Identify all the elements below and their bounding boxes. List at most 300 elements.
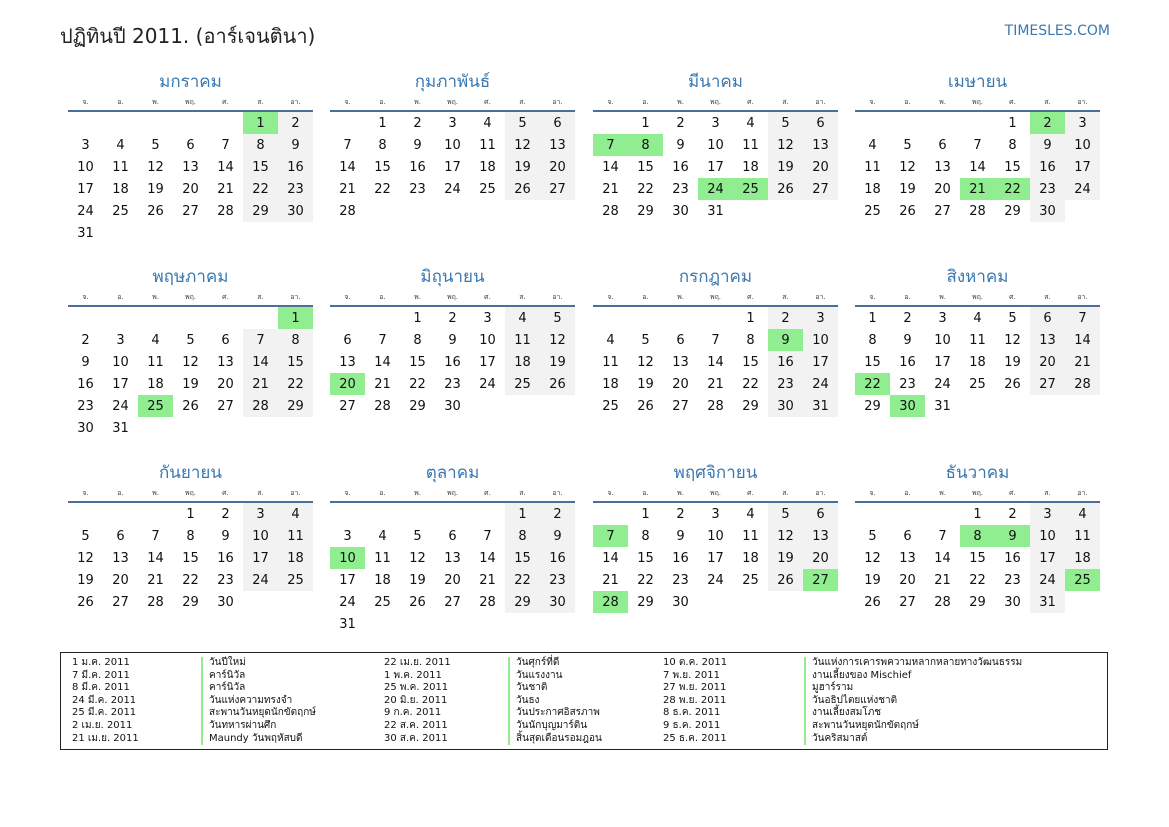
day-cell[interactable]: 29 bbox=[182, 594, 199, 610]
day-cell[interactable]: 1 bbox=[378, 115, 387, 131]
day-cell[interactable]: 16 bbox=[77, 376, 94, 392]
day-cell[interactable]: 13 bbox=[217, 354, 234, 370]
day-cell[interactable]: 6 bbox=[803, 503, 838, 525]
day-cell[interactable]: 22 bbox=[505, 569, 540, 591]
day-cell[interactable]: 18 bbox=[969, 354, 986, 370]
day-cell[interactable]: 5 bbox=[1008, 310, 1017, 326]
day-cell[interactable]: 13 bbox=[803, 134, 838, 156]
day-cell[interactable]: 16 bbox=[444, 354, 461, 370]
day-cell[interactable]: 8 bbox=[243, 134, 278, 156]
day-cell[interactable]: 22 bbox=[969, 572, 986, 588]
day-cell[interactable]: 11 bbox=[278, 525, 313, 547]
day-cell[interactable]: 14 bbox=[243, 351, 278, 373]
day-cell[interactable]: 28 bbox=[339, 203, 356, 219]
day-cell[interactable]: 25 bbox=[505, 373, 540, 395]
day-cell[interactable]: 9 bbox=[221, 528, 230, 544]
day-cell[interactable]: 21 bbox=[479, 572, 496, 588]
day-cell[interactable]: 21 bbox=[602, 572, 619, 588]
day-cell[interactable]: 24 bbox=[803, 373, 838, 395]
holiday-day-cell[interactable]: 8 bbox=[628, 134, 663, 156]
day-cell[interactable]: 24 bbox=[339, 594, 356, 610]
day-cell[interactable]: 21 bbox=[707, 376, 724, 392]
day-cell[interactable]: 24 bbox=[479, 376, 496, 392]
day-cell[interactable]: 20 bbox=[934, 181, 951, 197]
day-cell[interactable]: 18 bbox=[278, 547, 313, 569]
day-cell[interactable]: 4 bbox=[746, 506, 755, 522]
day-cell[interactable]: 31 bbox=[112, 420, 129, 436]
holiday-day-cell[interactable]: 22 bbox=[995, 178, 1030, 200]
day-cell[interactable]: 6 bbox=[116, 528, 125, 544]
day-cell[interactable]: 15 bbox=[1004, 159, 1021, 175]
holiday-day-cell[interactable]: 22 bbox=[855, 373, 890, 395]
day-cell[interactable]: 16 bbox=[540, 547, 575, 569]
day-cell[interactable]: 12 bbox=[768, 525, 803, 547]
day-cell[interactable]: 6 bbox=[1030, 307, 1065, 329]
day-cell[interactable]: 30 bbox=[672, 594, 689, 610]
day-cell[interactable]: 31 bbox=[339, 616, 356, 632]
day-cell[interactable]: 23 bbox=[278, 178, 313, 200]
day-cell[interactable]: 9 bbox=[413, 137, 422, 153]
day-cell[interactable]: 16 bbox=[278, 156, 313, 178]
day-cell[interactable]: 21 bbox=[243, 373, 278, 395]
day-cell[interactable]: 3 bbox=[483, 310, 492, 326]
day-cell[interactable]: 1 bbox=[186, 506, 195, 522]
day-cell[interactable]: 11 bbox=[1065, 525, 1100, 547]
day-cell[interactable]: 3 bbox=[803, 307, 838, 329]
day-cell[interactable]: 30 bbox=[77, 420, 94, 436]
day-cell[interactable]: 2 bbox=[221, 506, 230, 522]
holiday-day-cell[interactable]: 24 bbox=[698, 178, 733, 200]
day-cell[interactable]: 23 bbox=[217, 572, 234, 588]
day-cell[interactable]: 23 bbox=[1004, 572, 1021, 588]
day-cell[interactable]: 29 bbox=[742, 398, 759, 414]
day-cell[interactable]: 12 bbox=[1004, 332, 1021, 348]
day-cell[interactable]: 12 bbox=[182, 354, 199, 370]
day-cell[interactable]: 14 bbox=[602, 550, 619, 566]
day-cell[interactable]: 28 bbox=[969, 203, 986, 219]
day-cell[interactable]: 31 bbox=[707, 203, 724, 219]
day-cell[interactable]: 2 bbox=[676, 115, 685, 131]
day-cell[interactable]: 2 bbox=[81, 332, 90, 348]
day-cell[interactable]: 6 bbox=[803, 112, 838, 134]
day-cell[interactable]: 7 bbox=[1065, 307, 1100, 329]
day-cell[interactable]: 1 bbox=[868, 310, 877, 326]
day-cell[interactable]: 3 bbox=[243, 503, 278, 525]
day-cell[interactable]: 10 bbox=[1065, 134, 1100, 156]
day-cell[interactable]: 19 bbox=[182, 376, 199, 392]
day-cell[interactable]: 29 bbox=[864, 398, 881, 414]
holiday-day-cell[interactable]: 1 bbox=[243, 112, 278, 134]
day-cell[interactable]: 28 bbox=[479, 594, 496, 610]
holiday-day-cell[interactable]: 21 bbox=[960, 178, 995, 200]
day-cell[interactable]: 21 bbox=[934, 572, 951, 588]
day-cell[interactable]: 30 bbox=[217, 594, 234, 610]
day-cell[interactable]: 11 bbox=[479, 137, 496, 153]
day-cell[interactable]: 23 bbox=[77, 398, 94, 414]
day-cell[interactable]: 18 bbox=[112, 181, 129, 197]
day-cell[interactable]: 11 bbox=[969, 332, 986, 348]
day-cell[interactable]: 17 bbox=[1030, 547, 1065, 569]
day-cell[interactable]: 11 bbox=[602, 354, 619, 370]
day-cell[interactable]: 4 bbox=[151, 332, 160, 348]
day-cell[interactable]: 30 bbox=[278, 200, 313, 222]
day-cell[interactable]: 28 bbox=[243, 395, 278, 417]
day-cell[interactable]: 25 bbox=[112, 203, 129, 219]
day-cell[interactable]: 12 bbox=[540, 329, 575, 351]
day-cell[interactable]: 13 bbox=[803, 525, 838, 547]
day-cell[interactable]: 13 bbox=[672, 354, 689, 370]
day-cell[interactable]: 28 bbox=[1065, 373, 1100, 395]
holiday-day-cell[interactable]: 30 bbox=[890, 395, 925, 417]
day-cell[interactable]: 15 bbox=[742, 354, 759, 370]
day-cell[interactable]: 6 bbox=[938, 137, 947, 153]
day-cell[interactable]: 29 bbox=[278, 395, 313, 417]
day-cell[interactable]: 13 bbox=[540, 134, 575, 156]
day-cell[interactable]: 29 bbox=[243, 200, 278, 222]
day-cell[interactable]: 2 bbox=[1008, 506, 1017, 522]
day-cell[interactable]: 18 bbox=[742, 550, 759, 566]
day-cell[interactable]: 26 bbox=[505, 178, 540, 200]
holiday-day-cell[interactable]: 25 bbox=[1065, 569, 1100, 591]
day-cell[interactable]: 14 bbox=[969, 159, 986, 175]
day-cell[interactable]: 20 bbox=[540, 156, 575, 178]
day-cell[interactable]: 27 bbox=[112, 594, 129, 610]
day-cell[interactable]: 17 bbox=[803, 351, 838, 373]
day-cell[interactable]: 19 bbox=[768, 156, 803, 178]
day-cell[interactable]: 31 bbox=[1030, 591, 1065, 613]
day-cell[interactable]: 14 bbox=[707, 354, 724, 370]
day-cell[interactable]: 14 bbox=[1065, 329, 1100, 351]
day-cell[interactable]: 13 bbox=[1030, 329, 1065, 351]
day-cell[interactable]: 1 bbox=[973, 506, 982, 522]
day-cell[interactable]: 18 bbox=[479, 159, 496, 175]
day-cell[interactable]: 12 bbox=[77, 550, 94, 566]
day-cell[interactable]: 27 bbox=[1030, 373, 1065, 395]
day-cell[interactable]: 21 bbox=[147, 572, 164, 588]
day-cell[interactable]: 20 bbox=[803, 547, 838, 569]
day-cell[interactable]: 8 bbox=[868, 332, 877, 348]
day-cell[interactable]: 5 bbox=[151, 137, 160, 153]
day-cell[interactable]: 6 bbox=[903, 528, 912, 544]
day-cell[interactable]: 12 bbox=[899, 159, 916, 175]
day-cell[interactable]: 2 bbox=[676, 506, 685, 522]
holiday-day-cell[interactable]: 7 bbox=[593, 134, 628, 156]
day-cell[interactable]: 8 bbox=[746, 332, 755, 348]
day-cell[interactable]: 3 bbox=[1065, 112, 1100, 134]
day-cell[interactable]: 20 bbox=[803, 156, 838, 178]
day-cell[interactable]: 4 bbox=[1065, 503, 1100, 525]
day-cell[interactable]: 16 bbox=[1030, 156, 1065, 178]
day-cell[interactable]: 14 bbox=[602, 159, 619, 175]
day-cell[interactable]: 19 bbox=[1004, 354, 1021, 370]
day-cell[interactable]: 9 bbox=[1030, 134, 1065, 156]
day-cell[interactable]: 28 bbox=[217, 203, 234, 219]
day-cell[interactable]: 21 bbox=[217, 181, 234, 197]
holiday-day-cell[interactable]: 25 bbox=[733, 178, 768, 200]
day-cell[interactable]: 15 bbox=[374, 159, 391, 175]
day-cell[interactable]: 8 bbox=[1008, 137, 1017, 153]
day-cell[interactable]: 15 bbox=[637, 159, 654, 175]
day-cell[interactable]: 15 bbox=[864, 354, 881, 370]
holiday-day-cell[interactable]: 25 bbox=[138, 395, 173, 417]
day-cell[interactable]: 27 bbox=[444, 594, 461, 610]
day-cell[interactable]: 3 bbox=[711, 115, 720, 131]
day-cell[interactable]: 1 bbox=[1008, 115, 1017, 131]
day-cell[interactable]: 9 bbox=[676, 137, 685, 153]
day-cell[interactable]: 27 bbox=[540, 178, 575, 200]
day-cell[interactable]: 5 bbox=[868, 528, 877, 544]
holiday-day-cell[interactable]: 9 bbox=[768, 329, 803, 351]
day-cell[interactable]: 4 bbox=[746, 115, 755, 131]
day-cell[interactable]: 1 bbox=[413, 310, 422, 326]
day-cell[interactable]: 28 bbox=[147, 594, 164, 610]
day-cell[interactable]: 13 bbox=[934, 159, 951, 175]
day-cell[interactable]: 4 bbox=[116, 137, 125, 153]
day-cell[interactable]: 5 bbox=[81, 528, 90, 544]
day-cell[interactable]: 23 bbox=[444, 376, 461, 392]
day-cell[interactable]: 30 bbox=[1004, 594, 1021, 610]
day-cell[interactable]: 23 bbox=[768, 373, 803, 395]
day-cell[interactable]: 16 bbox=[672, 550, 689, 566]
day-cell[interactable]: 29 bbox=[1004, 203, 1021, 219]
day-cell[interactable]: 28 bbox=[707, 398, 724, 414]
day-cell[interactable]: 30 bbox=[1030, 200, 1065, 222]
day-cell[interactable]: 1 bbox=[505, 503, 540, 525]
day-cell[interactable]: 2 bbox=[768, 307, 803, 329]
day-cell[interactable]: 2 bbox=[448, 310, 457, 326]
day-cell[interactable]: 28 bbox=[374, 398, 391, 414]
day-cell[interactable]: 14 bbox=[147, 550, 164, 566]
day-cell[interactable]: 15 bbox=[243, 156, 278, 178]
day-cell[interactable]: 8 bbox=[413, 332, 422, 348]
day-cell[interactable]: 12 bbox=[768, 134, 803, 156]
day-cell[interactable]: 4 bbox=[483, 115, 492, 131]
day-cell[interactable]: 3 bbox=[1030, 503, 1065, 525]
day-cell[interactable]: 21 bbox=[602, 181, 619, 197]
day-cell[interactable]: 8 bbox=[641, 528, 650, 544]
day-cell[interactable]: 22 bbox=[243, 178, 278, 200]
day-cell[interactable]: 24 bbox=[77, 203, 94, 219]
day-cell[interactable]: 24 bbox=[1030, 569, 1065, 591]
day-cell[interactable]: 15 bbox=[969, 550, 986, 566]
day-cell[interactable]: 21 bbox=[339, 181, 356, 197]
day-cell[interactable]: 22 bbox=[409, 376, 426, 392]
day-cell[interactable]: 5 bbox=[186, 332, 195, 348]
day-cell[interactable]: 26 bbox=[540, 373, 575, 395]
day-cell[interactable]: 26 bbox=[899, 203, 916, 219]
day-cell[interactable]: 1 bbox=[641, 506, 650, 522]
day-cell[interactable]: 29 bbox=[637, 203, 654, 219]
day-cell[interactable]: 3 bbox=[343, 528, 352, 544]
day-cell[interactable]: 29 bbox=[505, 591, 540, 613]
day-cell[interactable]: 17 bbox=[934, 354, 951, 370]
day-cell[interactable]: 15 bbox=[409, 354, 426, 370]
day-cell[interactable]: 15 bbox=[637, 550, 654, 566]
day-cell[interactable]: 5 bbox=[768, 503, 803, 525]
day-cell[interactable]: 12 bbox=[637, 354, 654, 370]
day-cell[interactable]: 14 bbox=[934, 550, 951, 566]
day-cell[interactable]: 27 bbox=[934, 203, 951, 219]
day-cell[interactable]: 18 bbox=[602, 376, 619, 392]
day-cell[interactable]: 7 bbox=[973, 137, 982, 153]
day-cell[interactable]: 16 bbox=[1004, 550, 1021, 566]
day-cell[interactable]: 14 bbox=[479, 550, 496, 566]
day-cell[interactable]: 11 bbox=[112, 159, 129, 175]
day-cell[interactable]: 8 bbox=[186, 528, 195, 544]
day-cell[interactable]: 5 bbox=[903, 137, 912, 153]
day-cell[interactable]: 22 bbox=[374, 181, 391, 197]
day-cell[interactable]: 10 bbox=[1030, 525, 1065, 547]
day-cell[interactable]: 25 bbox=[479, 181, 496, 197]
day-cell[interactable]: 15 bbox=[182, 550, 199, 566]
day-cell[interactable]: 8 bbox=[278, 329, 313, 351]
day-cell[interactable]: 18 bbox=[864, 181, 881, 197]
day-cell[interactable]: 4 bbox=[505, 307, 540, 329]
day-cell[interactable]: 30 bbox=[540, 591, 575, 613]
day-cell[interactable]: 20 bbox=[182, 181, 199, 197]
day-cell[interactable]: 12 bbox=[864, 550, 881, 566]
day-cell[interactable]: 3 bbox=[938, 310, 947, 326]
day-cell[interactable]: 16 bbox=[768, 351, 803, 373]
day-cell[interactable]: 18 bbox=[505, 351, 540, 373]
day-cell[interactable]: 8 bbox=[378, 137, 387, 153]
day-cell[interactable]: 31 bbox=[934, 398, 951, 414]
day-cell[interactable]: 5 bbox=[768, 112, 803, 134]
day-cell[interactable]: 22 bbox=[182, 572, 199, 588]
day-cell[interactable]: 20 bbox=[217, 376, 234, 392]
day-cell[interactable]: 22 bbox=[742, 376, 759, 392]
day-cell[interactable]: 4 bbox=[973, 310, 982, 326]
day-cell[interactable]: 25 bbox=[864, 203, 881, 219]
day-cell[interactable]: 20 bbox=[444, 572, 461, 588]
day-cell[interactable]: 3 bbox=[116, 332, 125, 348]
day-cell[interactable]: 25 bbox=[969, 376, 986, 392]
site-link[interactable]: TIMESLES.COM bbox=[1004, 23, 1110, 39]
day-cell[interactable]: 4 bbox=[606, 332, 615, 348]
day-cell[interactable]: 19 bbox=[899, 181, 916, 197]
day-cell[interactable]: 2 bbox=[540, 503, 575, 525]
day-cell[interactable]: 7 bbox=[711, 332, 720, 348]
day-cell[interactable]: 26 bbox=[864, 594, 881, 610]
day-cell[interactable]: 6 bbox=[221, 332, 230, 348]
day-cell[interactable]: 30 bbox=[768, 395, 803, 417]
day-cell[interactable]: 19 bbox=[147, 181, 164, 197]
day-cell[interactable]: 21 bbox=[374, 376, 391, 392]
day-cell[interactable]: 6 bbox=[448, 528, 457, 544]
day-cell[interactable]: 27 bbox=[803, 178, 838, 200]
day-cell[interactable]: 9 bbox=[540, 525, 575, 547]
day-cell[interactable]: 17 bbox=[707, 159, 724, 175]
day-cell[interactable]: 5 bbox=[413, 528, 422, 544]
day-cell[interactable]: 20 bbox=[112, 572, 129, 588]
day-cell[interactable]: 17 bbox=[444, 159, 461, 175]
day-cell[interactable]: 3 bbox=[448, 115, 457, 131]
day-cell[interactable]: 27 bbox=[672, 398, 689, 414]
holiday-day-cell[interactable]: 7 bbox=[593, 525, 628, 547]
day-cell[interactable]: 22 bbox=[637, 181, 654, 197]
holiday-day-cell[interactable]: 10 bbox=[330, 547, 365, 569]
day-cell[interactable]: 23 bbox=[409, 181, 426, 197]
day-cell[interactable]: 20 bbox=[899, 572, 916, 588]
day-cell[interactable]: 19 bbox=[409, 572, 426, 588]
day-cell[interactable]: 13 bbox=[182, 159, 199, 175]
day-cell[interactable]: 24 bbox=[934, 376, 951, 392]
day-cell[interactable]: 17 bbox=[479, 354, 496, 370]
day-cell[interactable]: 10 bbox=[479, 332, 496, 348]
day-cell[interactable]: 10 bbox=[803, 329, 838, 351]
day-cell[interactable]: 19 bbox=[540, 351, 575, 373]
day-cell[interactable]: 11 bbox=[505, 329, 540, 351]
day-cell[interactable]: 8 bbox=[505, 525, 540, 547]
day-cell[interactable]: 6 bbox=[540, 112, 575, 134]
day-cell[interactable]: 23 bbox=[1030, 178, 1065, 200]
day-cell[interactable]: 7 bbox=[483, 528, 492, 544]
day-cell[interactable]: 14 bbox=[339, 159, 356, 175]
day-cell[interactable]: 9 bbox=[448, 332, 457, 348]
day-cell[interactable]: 25 bbox=[278, 569, 313, 591]
day-cell[interactable]: 10 bbox=[707, 528, 724, 544]
day-cell[interactable]: 22 bbox=[278, 373, 313, 395]
day-cell[interactable]: 27 bbox=[899, 594, 916, 610]
day-cell[interactable]: 11 bbox=[374, 550, 391, 566]
day-cell[interactable]: 6 bbox=[343, 332, 352, 348]
day-cell[interactable]: 30 bbox=[672, 203, 689, 219]
day-cell[interactable]: 28 bbox=[602, 203, 619, 219]
day-cell[interactable]: 25 bbox=[374, 594, 391, 610]
day-cell[interactable]: 12 bbox=[147, 159, 164, 175]
day-cell[interactable]: 17 bbox=[77, 181, 94, 197]
day-cell[interactable]: 6 bbox=[186, 137, 195, 153]
day-cell[interactable]: 10 bbox=[77, 159, 94, 175]
day-cell[interactable]: 10 bbox=[112, 354, 129, 370]
holiday-day-cell[interactable]: 2 bbox=[1030, 112, 1065, 134]
day-cell[interactable]: 7 bbox=[151, 528, 160, 544]
day-cell[interactable]: 11 bbox=[147, 354, 164, 370]
holiday-day-cell[interactable]: 9 bbox=[995, 525, 1030, 547]
day-cell[interactable]: 14 bbox=[217, 159, 234, 175]
day-cell[interactable]: 26 bbox=[768, 178, 803, 200]
day-cell[interactable]: 16 bbox=[899, 354, 916, 370]
day-cell[interactable]: 12 bbox=[409, 550, 426, 566]
day-cell[interactable]: 11 bbox=[864, 159, 881, 175]
day-cell[interactable]: 31 bbox=[77, 225, 94, 241]
day-cell[interactable]: 23 bbox=[672, 572, 689, 588]
day-cell[interactable]: 17 bbox=[707, 550, 724, 566]
day-cell[interactable]: 24 bbox=[1065, 178, 1100, 200]
day-cell[interactable]: 24 bbox=[444, 181, 461, 197]
day-cell[interactable]: 3 bbox=[81, 137, 90, 153]
holiday-day-cell[interactable]: 28 bbox=[593, 591, 628, 613]
day-cell[interactable]: 21 bbox=[1065, 351, 1100, 373]
day-cell[interactable]: 10 bbox=[243, 525, 278, 547]
day-cell[interactable]: 5 bbox=[540, 307, 575, 329]
day-cell[interactable]: 16 bbox=[672, 159, 689, 175]
day-cell[interactable]: 26 bbox=[182, 398, 199, 414]
day-cell[interactable]: 12 bbox=[505, 134, 540, 156]
day-cell[interactable]: 15 bbox=[505, 547, 540, 569]
day-cell[interactable]: 9 bbox=[903, 332, 912, 348]
day-cell[interactable]: 29 bbox=[637, 594, 654, 610]
day-cell[interactable]: 18 bbox=[147, 376, 164, 392]
day-cell[interactable]: 11 bbox=[742, 528, 759, 544]
day-cell[interactable]: 7 bbox=[938, 528, 947, 544]
day-cell[interactable]: 19 bbox=[505, 156, 540, 178]
day-cell[interactable]: 10 bbox=[444, 137, 461, 153]
holiday-day-cell[interactable]: 27 bbox=[803, 569, 838, 591]
day-cell[interactable]: 26 bbox=[77, 594, 94, 610]
day-cell[interactable]: 1 bbox=[641, 115, 650, 131]
day-cell[interactable]: 27 bbox=[339, 398, 356, 414]
